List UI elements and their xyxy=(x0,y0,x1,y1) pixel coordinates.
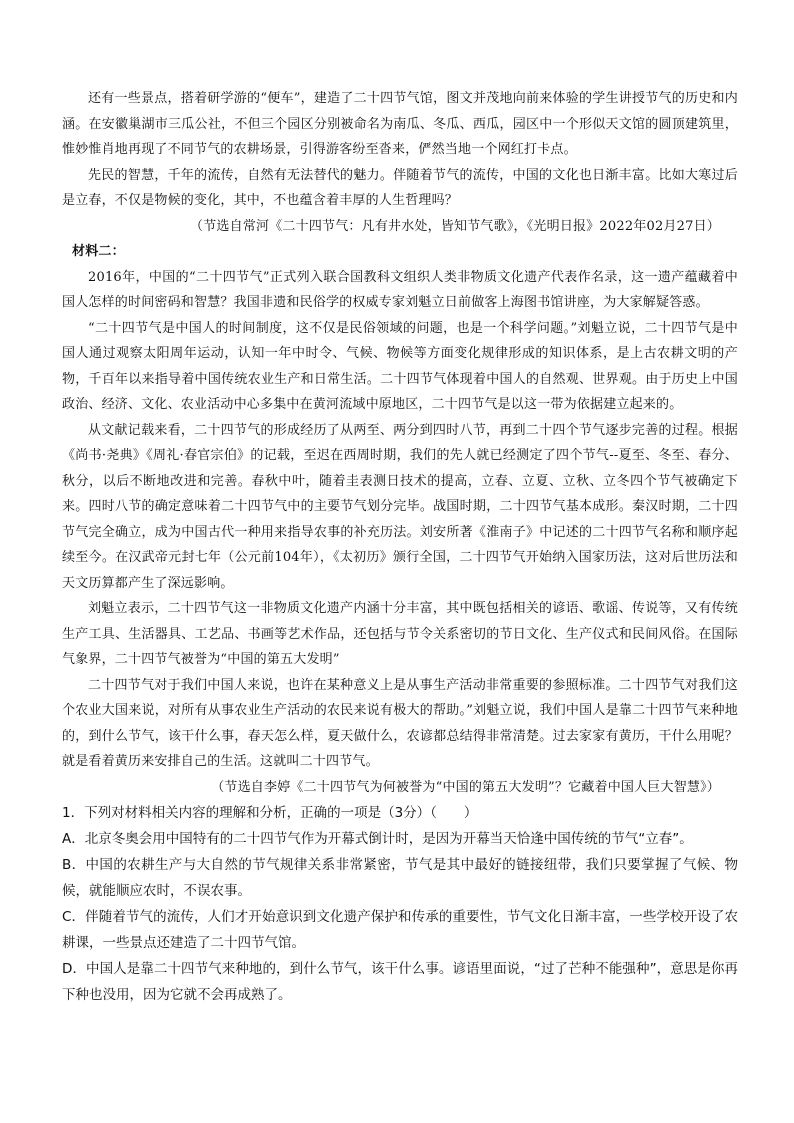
paragraph-time-system: “二十四节气是中国人的时间制度，这不仅是民俗领域的问题，也是一个科学问题。”刘魁立说，二十四节气是中国人通过观察太阳周年运动，认知一年中时令、气候、物候等方面变化规律形成的知识体系，是上古农耕文明的产物，千百年以来指导着中国传统农业生产和日常生活。二十四节气体现着中国人的自然观、世界观。由于历史上中国政治、经济、文化、农业活动中心多集中在黄河流域中原地区，二十四节气是以这一带为依据建立起来的。 xyxy=(62,320,738,412)
paragraph-farming-reference: 二十四节气对于我们中国人来说，也许在某种意义上是从事生产活动非常重要的参照标准。二十四节气对我们这个农业大国来说，对所有从事农业生产活动的农民来说有极大的帮助。”刘魁立说，我们中国人是靠二十四节气来种地的，到什么节气，该干什么事，春天怎么样，夏天做什么，农谚都总结得非常清楚。过去家家有黄历，干什么用呢？就是看着黄历来安排自己的生活。这就叫二十四节气。 xyxy=(62,677,738,769)
paragraph-study-tour: 还有一些景点，搭着研学游的“便车”，建造了二十四节气馆，图文并茂地向前来体验的学生讲授节气的历史和内涵。在安徽巢湖市三瓜公社，不但三个园区分别被命名为南瓜、冬瓜、西瓜，园区中一个形似天文馆的圆顶建筑里，惟妙惟肖地再现了不同节气的农耕场景，引得游客纷至沓来，俨然当地一个网红打卡点。 xyxy=(62,91,738,157)
question-stem: 1．下列对材料相关内容的理解和分析，正确的一项是（3分）（ ） xyxy=(62,805,478,821)
exam-page xyxy=(62,86,738,1008)
option-a[interactable]: A．北京冬奥会用中国特有的二十四节气作为开幕式倒计时，是因为开幕当天恰逢中国传统的节气“立春”。 xyxy=(62,831,693,847)
paragraph-unesco-listing: 2016年，中国的“二十四节气”正式列入联合国教科文组织人类非物质文化遗产代表作名录，这一遗产蕴藏着中国人怎样的时间密码和智慧？我国非遗和民俗学的权威专家刘魁立日前做客上海图书馆讲座，为大家解疑答惑。 xyxy=(62,269,738,310)
option-d[interactable]: D．中国人是靠二十四节气来种地的，到什么节气，该干什么事。谚语里面说，“过了芒种不能强种”，意思是你再下种也没用，因为它就不会再成熟了。 xyxy=(62,961,738,1003)
question-block xyxy=(62,800,738,1008)
source-citation-2: （节选自李婷《二十四节气为何被誉为“中国的第五大发明”？它藏着中国人巨大智慧》） xyxy=(211,779,720,795)
reading-passage xyxy=(62,86,738,800)
source-citation-1: （节选自常河《二十四节气：凡有井水处，皆知节气歌》，《光明日报》2022年02月27日） xyxy=(190,218,720,234)
paragraph-historical-formation: 从文献记载来看，二十四节气的形成经历了从两至、两分到四时八节，再到二十四个节气逐步完善的过程。根据《尚书·尧典》《周礼·春官宗伯》的记载，至迟在西周时期，我们的先人就已经测定了四个节气--夏至、冬至、春分、秋分，以后不断地改进和完善。春秋中叶，随着圭表测日技术的提高，立春、立夏、立秋、立冬四个节气被确定下来。四时八节的确定意味着二十四节气中的主要节气划分完毕。战国时期，二十四节气基本成形。秦汉时期，二十四节气完全确立，成为中国古代一种用来指导农事的补充历法。刘安所著《淮南子》中记述的二十四节气名称和顺序起续至今。在汉武帝元封七年（公元前104年），《太初历》颁行全国，二十四节气开始纳入国家历法，这对后世历法和天文历算都产生了深远影响。 xyxy=(62,422,738,591)
paragraph-cultural-heritage: 刘魁立表示，二十四节气这一非物质文化遗产内涵十分丰富，其中既包括相关的谚语、歌谣、传说等，又有传统生产工具、生活器具、工艺品、书画等艺术作品，还包括与节令关系密切的节日文化、生产仪式和民间风俗。在国际气象界，二十四节气被誉为“中国的第五大发明” xyxy=(62,601,738,667)
option-c[interactable]: C．伴随着节气的流传，人们才开始意识到文化遗产保护和传承的重要性，节气文化日渐丰富，一些学校开设了农耕课，一些景点还建造了二十四节气馆。 xyxy=(62,909,738,951)
option-b[interactable]: B．中国的农耕生产与大自然的节气规律关系非常紧密，节气是其中最好的链接纽带，我们只要掌握了气候、物候，就能顺应农时，不误农事。 xyxy=(62,857,738,899)
paragraph-ancestors-wisdom: 先民的智慧，千年的流传，自然有无法替代的魅力。伴随着节气的流传，中国的文化也日渐丰富。比如大寒过后是立春，不仅是物候的变化，其中，不也蕴含着丰厚的人生哲理吗？ xyxy=(62,167,738,208)
material-2-heading: 材料二： xyxy=(72,244,125,259)
